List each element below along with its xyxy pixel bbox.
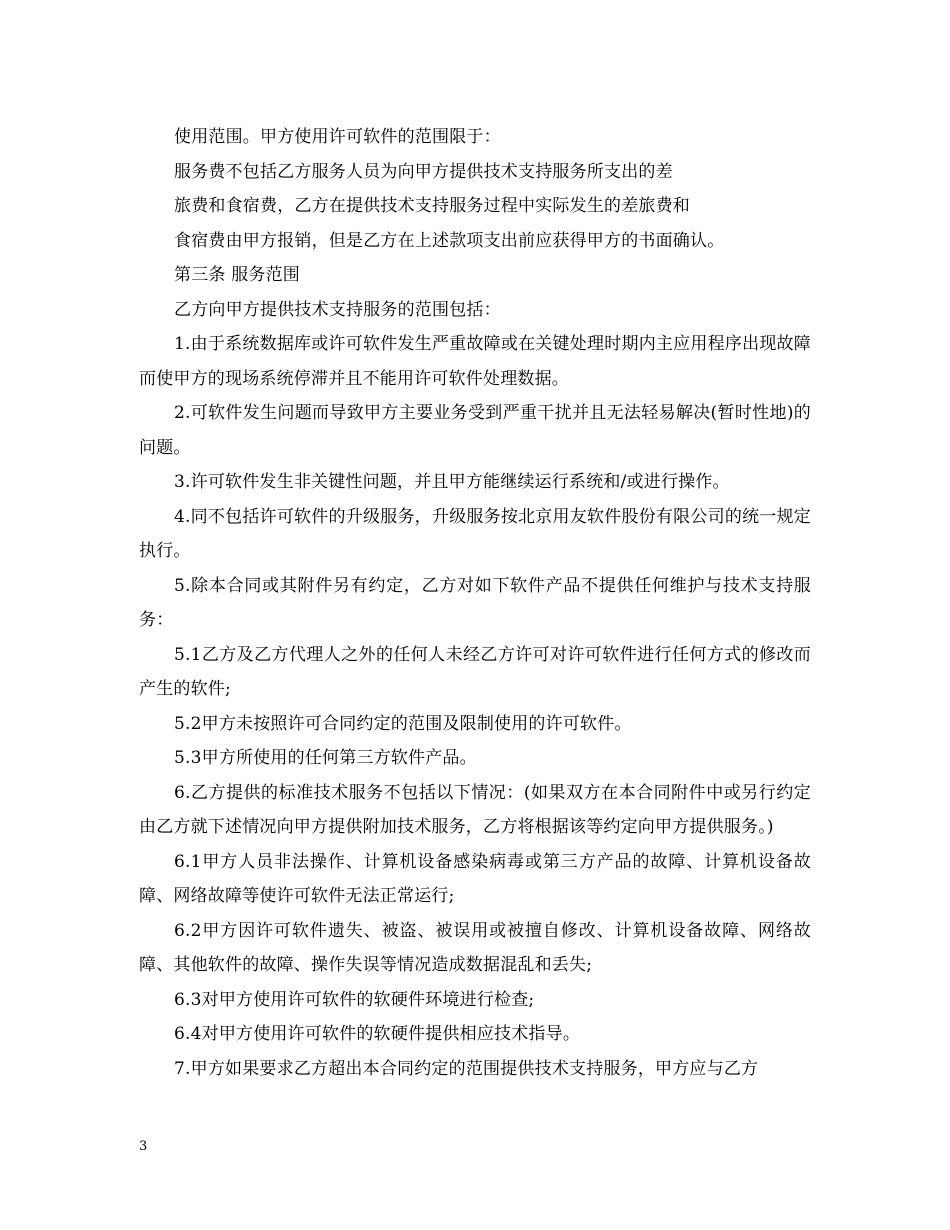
list-item: 5.3甲方所使用的任何第三方软件产品。: [174, 748, 477, 768]
list-item: 6.2甲方因许可软件遗失、被盗、被误用或被擅自修改、计算机设备故障、网络故障、其他软件的故障、操作失误等情况造成数据混乱和丢失;: [139, 920, 811, 975]
list-item: 5.1乙方及乙方代理人之外的任何人未经乙方许可对许可软件进行任何方式的修改而产生的软件;: [139, 644, 811, 699]
list-item: 6.1甲方人员非法操作、计算机设备感染病毒或第三方产品的故障、计算机设备故障、网络故障等使许可软件无法正常运行;: [139, 851, 811, 906]
list-item: 2.可软件发生问题而导致甲方主要业务受到严重干扰并且无法轻易解决(暂时性地)的问题。: [139, 403, 811, 458]
page-number: 3: [139, 1139, 148, 1154]
list-item: 4.同不包括许可软件的升级服务，升级服务按北京用友软件股份有限公司的统一规定执行。: [139, 506, 811, 561]
paragraph: 乙方向甲方提供技术支持服务的范围包括：: [174, 299, 501, 320]
document-body: [139, 120, 811, 1086]
list-item: 3.许可软件发生非关键性问题，并且甲方能继续运行系统和/或进行操作。: [174, 472, 730, 492]
paragraph: 食宿费由甲方报销，但是乙方在上述款项支出前应获得甲方的书面确认。: [174, 230, 725, 251]
paragraph: 服务费不包括乙方服务人员为向甲方提供技术支持服务所支出的差: [174, 161, 673, 182]
list-item: 6.乙方提供的标准技术服务不包括以下情况：(如果双方在本合同附件中或另行约定由乙方就下述情况向甲方提供附加技术服务，乙方将根据该等约定向甲方提供服务。): [139, 782, 811, 837]
list-item: 5.除本合同或其附件另有约定，乙方对如下软件产品不提供任何维护与技术支持服务：: [139, 575, 811, 630]
paragraph: 旅费和食宿费，乙方在提供技术支持服务过程中实际发生的差旅费和: [174, 196, 690, 216]
list-item: 6.3对甲方使用许可软件的软硬件环境进行检查;: [174, 989, 535, 1010]
list-item: 7.甲方如果要求乙方超出本合同约定的范围提供技术支持服务，甲方应与乙方: [174, 1058, 759, 1079]
list-item: 1.由于系统数据库或许可软件发生严重故障或在关键处理时期内主应用程序出现故障而使甲方的现场系统停滞并且不能用许可软件处理数据。: [139, 334, 811, 389]
list-item: 5.2甲方未按照许可合同约定的范围及限制使用的许可软件。: [174, 713, 632, 734]
section-heading: 第三条 服务范围: [174, 265, 301, 285]
list-item: 6.4对甲方使用许可软件的软硬件提供相应技术指导。: [174, 1024, 581, 1044]
paragraph: 使用范围。甲方使用许可软件的范围限于：: [174, 127, 501, 147]
